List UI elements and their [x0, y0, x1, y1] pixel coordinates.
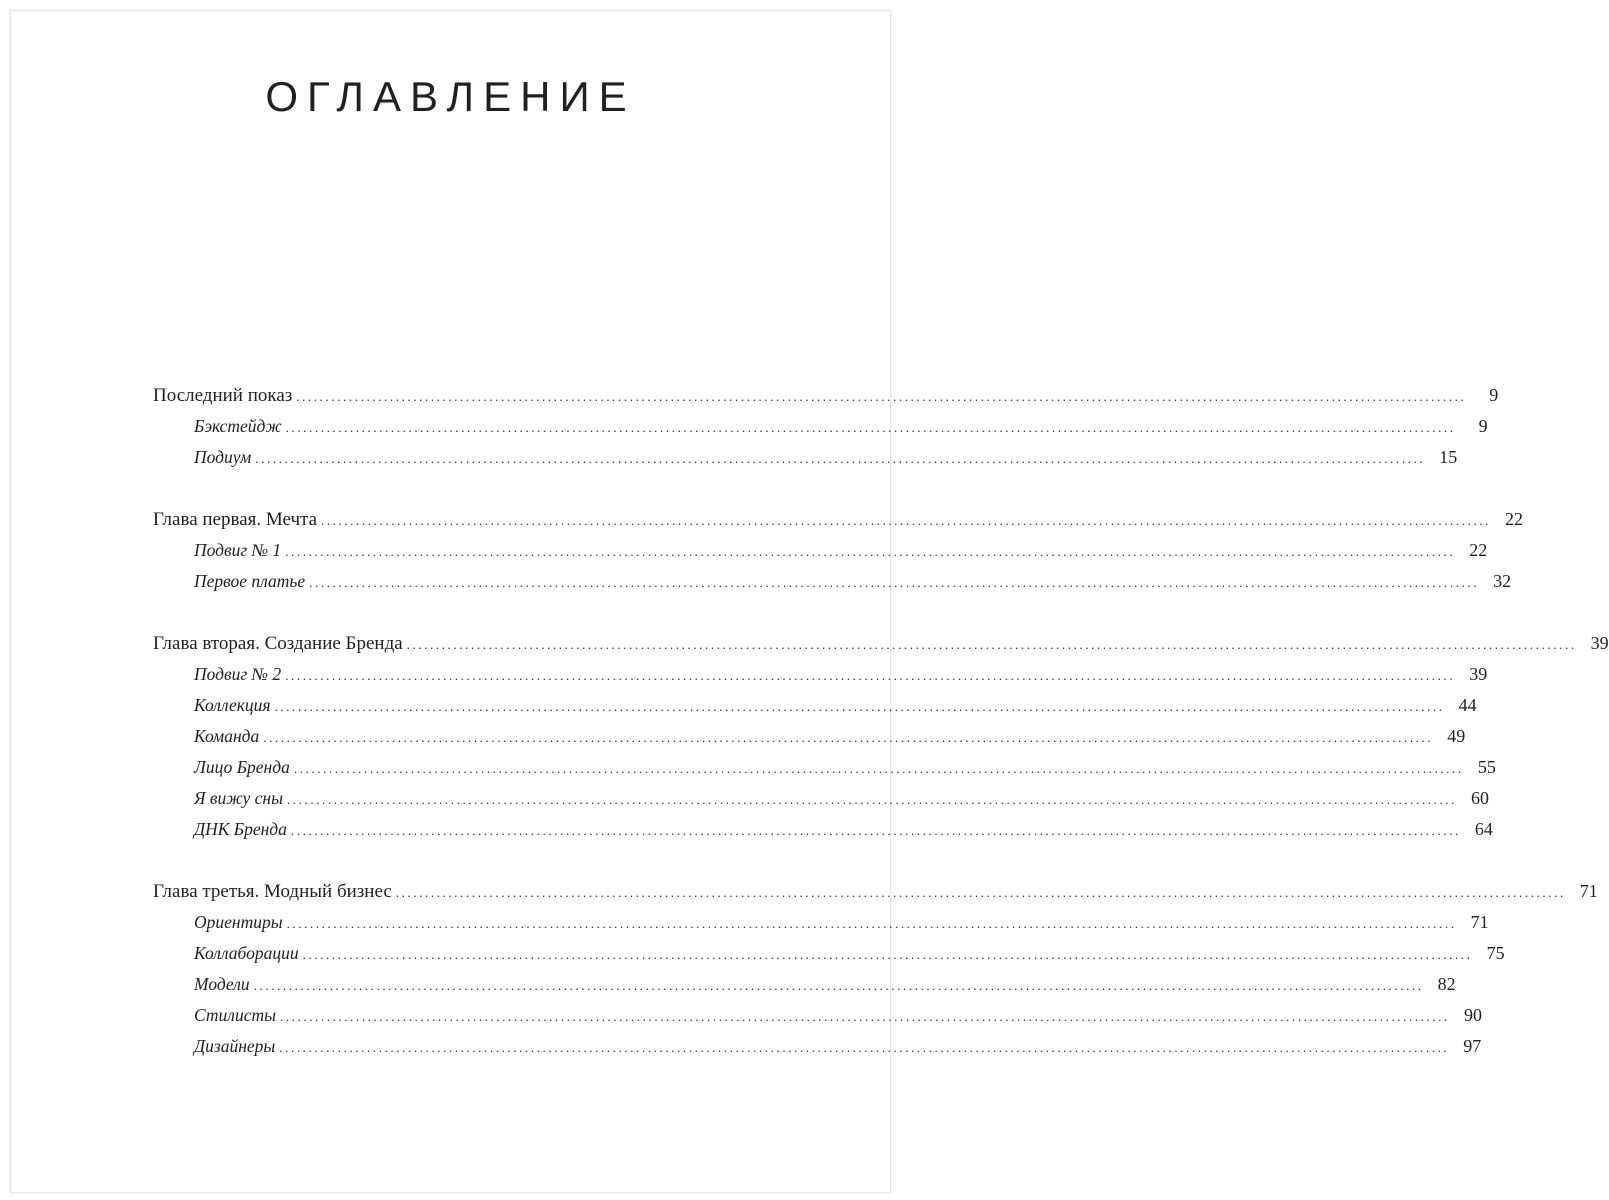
- page-number: 44: [1458, 695, 1477, 715]
- toc-subsection-title: Модели: [194, 974, 250, 994]
- toc-subsection[interactable]: [153, 814, 1493, 845]
- dot-leader: ........................................................................................................................................................................................................: [263, 730, 1434, 745]
- toc-subsection-title: Я вижу сны: [194, 788, 283, 808]
- dot-leader: ........................................................................................................................................................................................................: [255, 451, 1426, 466]
- dot-leader: ........................................................................................................................................................................................................: [285, 544, 1456, 559]
- toc-subsection-title: Лицо Бренда: [194, 757, 290, 777]
- toc-subsection-title: Первое платье: [194, 571, 306, 591]
- toc-subsection[interactable]: [153, 1000, 1482, 1031]
- toc-subsection[interactable]: [153, 411, 1488, 442]
- toc-subsection[interactable]: [153, 907, 1489, 938]
- dot-leader: ........................................................................................................................................................................................................: [286, 916, 1457, 931]
- toc-subsection-title: ДНК Бренда: [194, 819, 287, 839]
- page-number: 22: [1505, 509, 1523, 529]
- page-number: 71: [1470, 912, 1489, 932]
- dot-leader: ........................................................................................................................................................................................................: [321, 513, 1491, 528]
- toc-subsection[interactable]: [153, 721, 1466, 752]
- toc-subsection[interactable]: [153, 938, 1505, 969]
- toc-subsection-title: Ориентиры: [194, 912, 283, 932]
- toc-subsection[interactable]: [153, 659, 1488, 690]
- toc-chapter[interactable]: [153, 380, 1499, 411]
- dot-leader: ........................................................................................................................................................................................................: [395, 885, 1566, 900]
- dot-leader: ........................................................................................................................................................................................................: [285, 420, 1456, 435]
- toc-subsection-title: Коллаборации: [194, 943, 299, 963]
- toc-section-chapter-one: [153, 504, 1523, 597]
- page-number: 22: [1469, 540, 1488, 560]
- page-number: 55: [1477, 757, 1496, 777]
- page-number: 82: [1437, 974, 1456, 994]
- toc-chapter[interactable]: [153, 504, 1523, 535]
- toc-subsection-title: Бэкстейдж: [194, 416, 282, 436]
- toc-section-chapter-three: [153, 876, 1598, 1062]
- page-number: 32: [1493, 571, 1512, 591]
- toc-chapter-title: Глава третья. Модный бизнес: [153, 881, 392, 902]
- toc-subsection[interactable]: [153, 442, 1458, 473]
- toc-subsection[interactable]: [153, 566, 1512, 597]
- toc-subsection[interactable]: [153, 783, 1489, 814]
- table-of-contents: [153, 380, 1609, 1093]
- toc-subsection-title: Подвиг № 1: [194, 540, 282, 560]
- toc-chapter[interactable]: [153, 876, 1598, 907]
- toc-subsection-title: Подвиг № 2: [194, 664, 282, 684]
- page-number: 39: [1469, 664, 1488, 684]
- toc-subsection-title: Дизайнеры: [194, 1036, 276, 1056]
- page-number: 9: [1478, 416, 1488, 436]
- page-number: 71: [1579, 881, 1598, 901]
- page-number: 49: [1447, 726, 1466, 746]
- dot-leader: ........................................................................................................................................................................................................: [253, 978, 1424, 993]
- dot-leader: ........................................................................................................................................................................................................: [274, 699, 1445, 714]
- toc-section-last-show: [153, 380, 1499, 473]
- dot-leader: ........................................................................................................................................................................................................: [296, 389, 1467, 404]
- toc-subsection-title: Коллекция: [194, 695, 271, 715]
- toc-subsection[interactable]: [153, 535, 1488, 566]
- toc-subsection-title: Стилисты: [194, 1005, 276, 1025]
- toc-chapter[interactable]: [153, 628, 1609, 659]
- dot-leader: ........................................................................................................................................................................................................: [302, 947, 1473, 962]
- toc-subsection-title: Подиум: [194, 447, 252, 467]
- dot-leader: ........................................................................................................................................................................................................: [293, 761, 1464, 776]
- dot-leader: ........................................................................................................................................................................................................: [279, 1009, 1450, 1024]
- dot-leader: ........................................................................................................................................................................................................: [279, 1040, 1450, 1055]
- page-number: 64: [1474, 819, 1493, 839]
- book-page: [10, 10, 1609, 1193]
- toc-subsection[interactable]: [153, 1031, 1482, 1062]
- toc-subsection-title: Команда: [194, 726, 260, 746]
- page-number: 97: [1463, 1036, 1482, 1056]
- toc-subsection[interactable]: [153, 969, 1456, 1000]
- page-number: 90: [1463, 1005, 1482, 1025]
- dot-leader: ........................................................................................................................................................................................................: [285, 668, 1456, 683]
- dot-leader: ........................................................................................................................................................................................................: [406, 637, 1577, 652]
- dot-leader: ........................................................................................................................................................................................................: [309, 575, 1480, 590]
- page-title: ОГЛАВЛЕНИЕ: [265, 73, 636, 120]
- page-number: 60: [1470, 788, 1489, 808]
- page-number: 9: [1489, 385, 1499, 405]
- page-number: 75: [1486, 943, 1505, 963]
- toc-subsection[interactable]: [153, 752, 1496, 783]
- dot-leader: ........................................................................................................................................................................................................: [286, 792, 1457, 807]
- toc-chapter-title: Последний показ: [153, 385, 293, 406]
- toc-chapter-title: Глава первая. Мечта: [153, 509, 317, 530]
- page-number: 39: [1590, 633, 1609, 653]
- dot-leader: ........................................................................................................................................................................................................: [290, 823, 1461, 838]
- toc-section-chapter-two: [153, 628, 1609, 845]
- toc-chapter-title: Глава вторая. Создание Бренда: [153, 633, 403, 654]
- toc-subsection[interactable]: [153, 690, 1477, 721]
- page-number: 15: [1439, 447, 1458, 467]
